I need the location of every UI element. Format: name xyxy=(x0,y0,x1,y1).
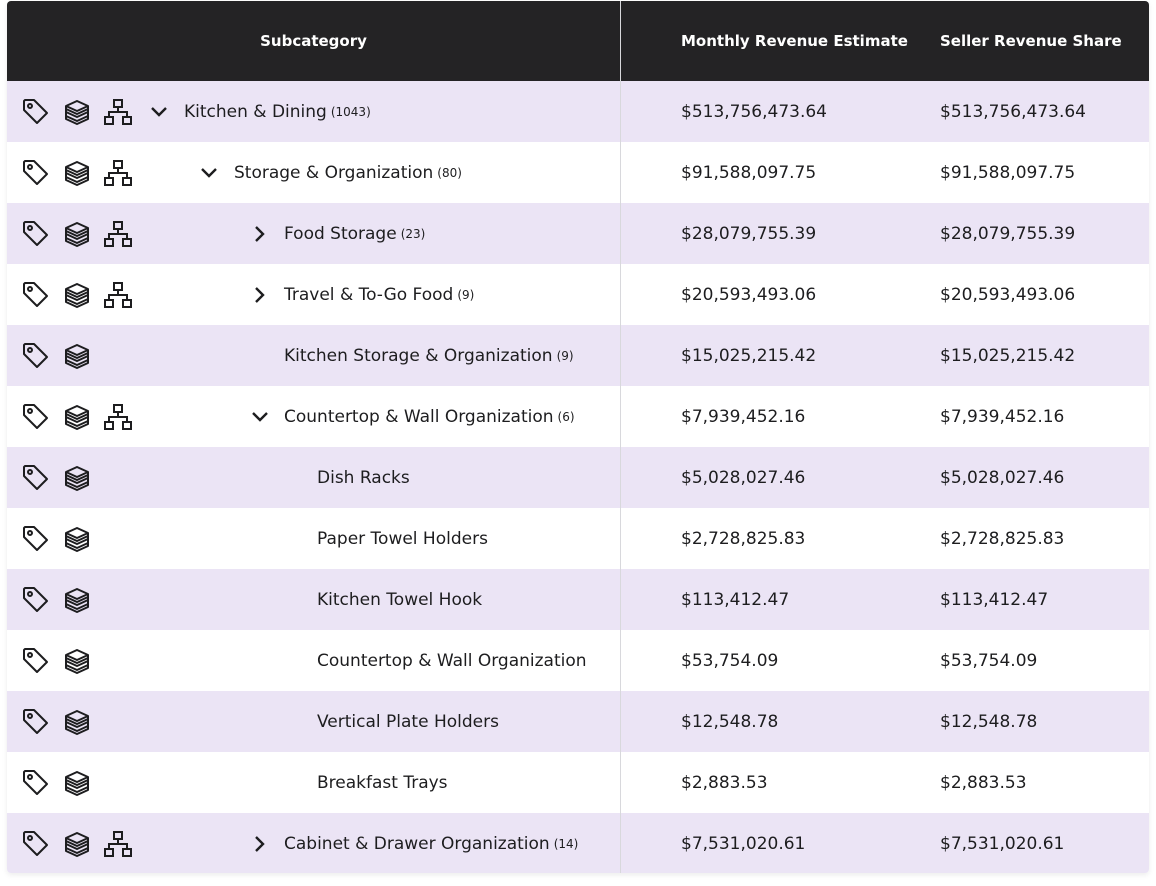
subcategory-label: Countertop & Wall Organization xyxy=(317,650,587,671)
subcategory-name xyxy=(317,752,448,813)
table-header xyxy=(7,1,1149,81)
row-actions xyxy=(21,691,92,752)
subcategory-name xyxy=(284,325,574,386)
subcategory-count: (9) xyxy=(556,348,574,363)
monthly-revenue-value: $2,883.53 xyxy=(681,772,768,793)
seller-share-value: $28,079,755.39 xyxy=(940,223,1076,244)
row-actions xyxy=(21,203,133,264)
table-row[interactable] xyxy=(7,508,1149,569)
chevron-down-icon[interactable] xyxy=(250,386,270,447)
subcategory-count: (14) xyxy=(553,836,579,851)
subcategory-label: Vertical Plate Holders xyxy=(317,711,499,732)
subcategory-label: Breakfast Trays xyxy=(317,772,448,793)
monthly-revenue-value: $53,754.09 xyxy=(681,650,779,671)
monthly-revenue-value: $15,025,215.42 xyxy=(681,345,817,366)
subcategory-count: (6) xyxy=(557,409,575,424)
header-monthly-revenue[interactable]: Monthly Revenue Estimate xyxy=(681,32,908,50)
monthly-revenue-value: $2,728,825.83 xyxy=(681,528,806,549)
table-row[interactable] xyxy=(7,142,1149,203)
seller-share-value: $20,593,493.06 xyxy=(940,284,1076,305)
seller-share-value: $53,754.09 xyxy=(940,650,1038,671)
tag-icon[interactable] xyxy=(21,707,51,737)
hierarchy-icon[interactable] xyxy=(103,829,133,859)
monthly-revenue-value: $12,548.78 xyxy=(681,711,779,732)
row-actions xyxy=(21,447,92,508)
open-box-icon[interactable] xyxy=(62,768,92,798)
subcategory-label: Storage & Organization xyxy=(234,162,434,183)
tag-icon[interactable] xyxy=(21,402,51,432)
monthly-revenue-value: $113,412.47 xyxy=(681,589,790,610)
table-row[interactable] xyxy=(7,447,1149,508)
open-box-icon[interactable] xyxy=(62,829,92,859)
table-row[interactable] xyxy=(7,264,1149,325)
subcategory-label: Travel & To-Go Food xyxy=(284,284,454,305)
hierarchy-icon[interactable] xyxy=(103,97,133,127)
chevron-right-icon[interactable] xyxy=(250,813,270,873)
chevron-down-icon[interactable] xyxy=(149,81,169,142)
tag-icon[interactable] xyxy=(21,219,51,249)
table-row[interactable] xyxy=(7,691,1149,752)
subcategory-name xyxy=(234,142,462,203)
hierarchy-icon[interactable] xyxy=(103,219,133,249)
row-actions xyxy=(21,813,133,873)
open-box-icon[interactable] xyxy=(62,97,92,127)
open-box-icon[interactable] xyxy=(62,707,92,737)
monthly-revenue-value: $91,588,097.75 xyxy=(681,162,817,183)
table-row[interactable] xyxy=(7,386,1149,447)
subcategory-label: Kitchen Towel Hook xyxy=(317,589,483,610)
seller-share-value: $2,728,825.83 xyxy=(940,528,1065,549)
row-actions xyxy=(21,142,133,203)
open-box-icon[interactable] xyxy=(62,341,92,371)
subcategory-label: Dish Racks xyxy=(317,467,410,488)
monthly-revenue-value: $7,939,452.16 xyxy=(681,406,806,427)
monthly-revenue-value: $7,531,020.61 xyxy=(681,833,806,854)
subcategory-label: Kitchen Storage & Organization xyxy=(284,345,553,366)
tag-icon[interactable] xyxy=(21,524,51,554)
subcategory-label: Countertop & Wall Organization xyxy=(284,406,554,427)
seller-share-value: $513,756,473.64 xyxy=(940,101,1087,122)
tag-icon[interactable] xyxy=(21,768,51,798)
seller-share-value: $5,028,027.46 xyxy=(940,467,1065,488)
subcategory-label: Paper Towel Holders xyxy=(317,528,488,549)
subcategory-label: Cabinet & Drawer Organization xyxy=(284,833,550,854)
seller-share-value: $12,548.78 xyxy=(940,711,1038,732)
subcategory-name xyxy=(317,508,488,569)
table-row[interactable] xyxy=(7,325,1149,386)
subcategory-count: (1043) xyxy=(330,104,371,119)
row-actions xyxy=(21,386,133,447)
chevron-right-icon[interactable] xyxy=(250,264,270,325)
tag-icon[interactable] xyxy=(21,97,51,127)
seller-share-value: $113,412.47 xyxy=(940,589,1049,610)
row-actions xyxy=(21,752,92,813)
subcategory-name xyxy=(317,691,499,752)
subcategory-name xyxy=(284,203,425,264)
subcategory-count: (9) xyxy=(457,287,475,302)
subcategory-count: (80) xyxy=(437,165,462,180)
tag-icon[interactable] xyxy=(21,829,51,859)
open-box-icon[interactable] xyxy=(62,524,92,554)
seller-share-value: $7,531,020.61 xyxy=(940,833,1065,854)
seller-share-value: $15,025,215.42 xyxy=(940,345,1076,366)
subcategory-name xyxy=(284,264,474,325)
seller-share-value: $91,588,097.75 xyxy=(940,162,1076,183)
column-divider xyxy=(620,1,621,873)
open-box-icon[interactable] xyxy=(62,280,92,310)
header-subcategory[interactable]: Subcategory xyxy=(260,32,367,50)
row-actions xyxy=(21,508,92,569)
tag-icon[interactable] xyxy=(21,280,51,310)
monthly-revenue-value: $513,756,473.64 xyxy=(681,101,828,122)
table-row[interactable] xyxy=(7,81,1149,142)
table-row[interactable] xyxy=(7,752,1149,813)
table-row[interactable] xyxy=(7,203,1149,264)
subcategory-count: (23) xyxy=(400,226,426,241)
hierarchy-icon[interactable] xyxy=(103,402,133,432)
row-actions xyxy=(21,325,92,386)
table-body xyxy=(7,81,1149,873)
table-row[interactable] xyxy=(7,630,1149,691)
monthly-revenue-value: $28,079,755.39 xyxy=(681,223,817,244)
subcategory-name xyxy=(284,386,575,447)
hierarchy-icon[interactable] xyxy=(103,280,133,310)
subcategory-label: Kitchen & Dining xyxy=(184,101,327,122)
tag-icon[interactable] xyxy=(21,341,51,371)
row-actions xyxy=(21,569,92,630)
table-row[interactable] xyxy=(7,569,1149,630)
subcategory-name xyxy=(317,447,410,508)
subcategory-name xyxy=(317,569,482,630)
tag-icon[interactable] xyxy=(21,463,51,493)
table-row[interactable] xyxy=(7,813,1149,873)
open-box-icon[interactable] xyxy=(62,585,92,615)
monthly-revenue-value: $5,028,027.46 xyxy=(681,467,806,488)
tag-icon[interactable] xyxy=(21,646,51,676)
row-actions xyxy=(21,630,92,691)
row-actions xyxy=(21,81,133,142)
chevron-down-icon[interactable] xyxy=(199,142,219,203)
chevron-right-icon[interactable] xyxy=(250,203,270,264)
open-box-icon[interactable] xyxy=(62,463,92,493)
subcategory-table xyxy=(7,1,1149,873)
monthly-revenue-value: $20,593,493.06 xyxy=(681,284,817,305)
open-box-icon[interactable] xyxy=(62,646,92,676)
tag-icon[interactable] xyxy=(21,585,51,615)
seller-share-value: $2,883.53 xyxy=(940,772,1027,793)
open-box-icon[interactable] xyxy=(62,402,92,432)
tag-icon[interactable] xyxy=(21,158,51,188)
open-box-icon[interactable] xyxy=(62,219,92,249)
subcategory-name xyxy=(284,813,578,873)
subcategory-label: Food Storage xyxy=(284,223,397,244)
seller-share-value: $7,939,452.16 xyxy=(940,406,1065,427)
row-actions xyxy=(21,264,133,325)
subcategory-name xyxy=(317,630,587,691)
hierarchy-icon[interactable] xyxy=(103,158,133,188)
open-box-icon[interactable] xyxy=(62,158,92,188)
subcategory-name xyxy=(184,81,371,142)
header-seller-share[interactable]: Seller Revenue Share xyxy=(940,32,1122,50)
